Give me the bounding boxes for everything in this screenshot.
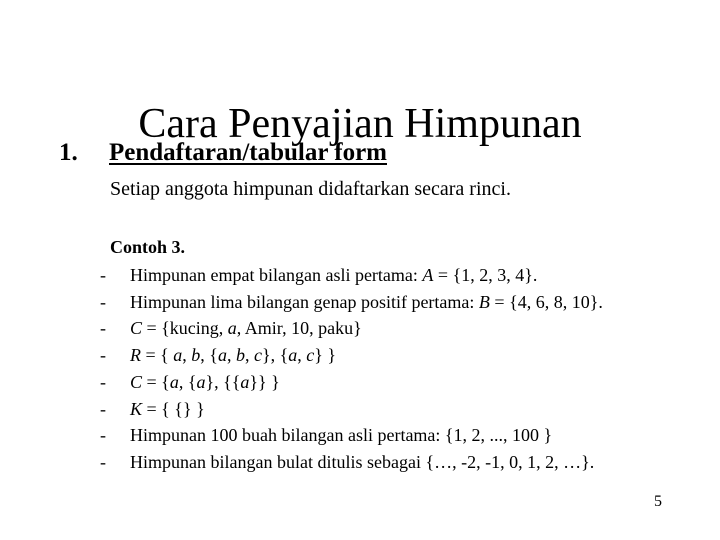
bullet-dash: - bbox=[100, 371, 106, 392]
example-text: K = { {} } bbox=[130, 398, 205, 419]
bullet-dash: - bbox=[100, 318, 106, 339]
bullet-dash: - bbox=[100, 291, 106, 312]
bullet-dash: - bbox=[100, 451, 106, 472]
example-item bbox=[100, 422, 603, 449]
bullet-dash: - bbox=[100, 345, 106, 366]
example-item bbox=[100, 289, 603, 316]
example-item bbox=[100, 449, 603, 476]
bullet-dash: - bbox=[100, 425, 106, 446]
slide-title: Cara Penyajian Himpunan bbox=[138, 101, 582, 148]
example-text: C = {a, {a}, {{a}} } bbox=[130, 371, 280, 392]
section-title: Pendaftaran/tabular form bbox=[109, 139, 387, 166]
example-text: Himpunan lima bilangan genap positif pertama: B = {4, 6, 8, 10}. bbox=[130, 291, 603, 312]
section-number: 1. bbox=[59, 139, 78, 166]
bullet-dash: - bbox=[100, 265, 106, 285]
example-text: Himpunan empat bilangan asli pertama: A = {1, 2, 3, 4}. bbox=[130, 265, 538, 285]
example-text: Himpunan 100 buah bilangan asli pertama: {1, 2, ..., 100 } bbox=[130, 425, 553, 446]
example-item bbox=[100, 262, 603, 289]
example-heading: Contoh 3. bbox=[110, 237, 186, 257]
intro-text: Setiap anggota himpunan didaftarkan secara rinci. bbox=[110, 178, 511, 200]
example-item bbox=[100, 342, 603, 369]
example-list bbox=[100, 262, 603, 476]
example-text: R = { a, b, {a, b, c}, {a, c} } bbox=[130, 345, 336, 366]
page-number: 5 bbox=[654, 493, 662, 510]
bullet-dash: - bbox=[100, 398, 106, 419]
example-item bbox=[100, 369, 603, 396]
example-item bbox=[100, 396, 603, 423]
example-text: Himpunan bilangan bulat ditulis sebagai {…, -2, -1, 0, 1, 2, …}. bbox=[130, 451, 595, 472]
example-item bbox=[100, 315, 603, 342]
example-text: C = {kucing, a, Amir, 10, paku} bbox=[130, 318, 362, 339]
